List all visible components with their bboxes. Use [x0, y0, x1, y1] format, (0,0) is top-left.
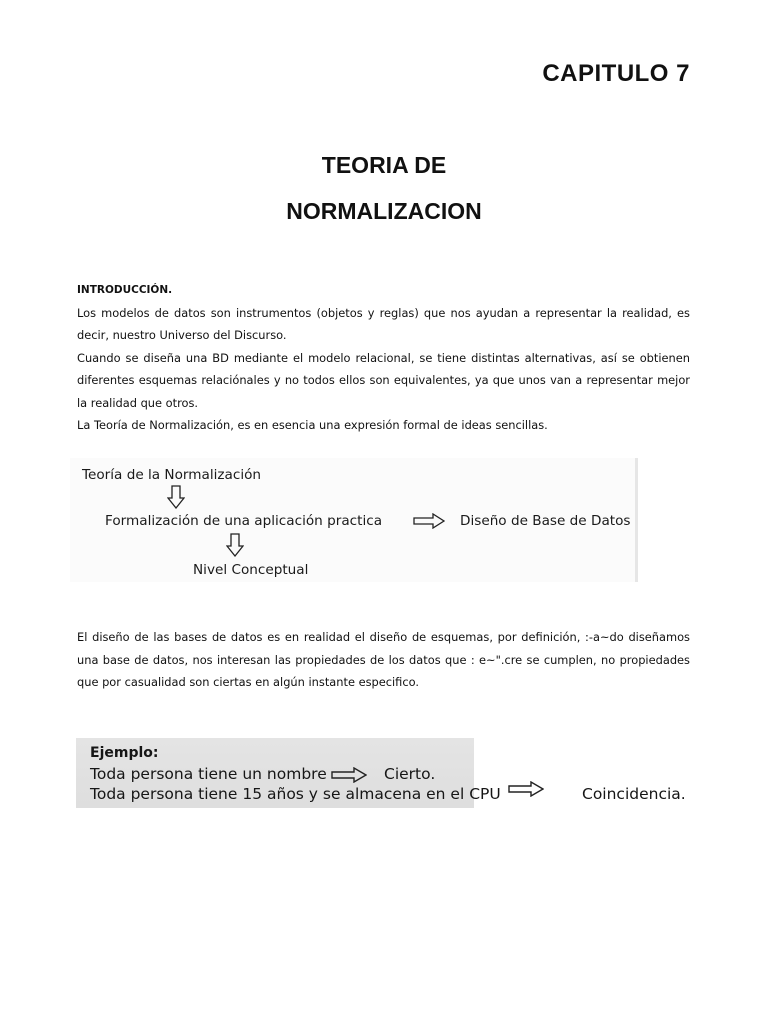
diagram-edge — [635, 458, 638, 582]
diagram-node-theory: Teoría de la Normalización — [82, 467, 262, 483]
chapter-heading: CAPITULO 7 — [542, 60, 690, 87]
example-label: Ejemplo: — [90, 745, 159, 761]
intro-paragraph-3: La Teoría de Normalización, es en esencia una expresión formal de ideas sencillas. — [77, 418, 548, 432]
title-line-2: NORMALIZACION — [286, 198, 482, 224]
example-row-1-statement: Toda persona tiene un nombre — [90, 765, 327, 783]
diagram-node-database-design: Diseño de Base de Datos — [460, 513, 631, 529]
example-row-2-result: Coincidencia. — [582, 785, 686, 803]
title-line-1: TEORIA DE — [321, 152, 447, 178]
intro-paragraph-2: Cuando se diseña una BD mediante el modelo relacional, se tiene distintas alternativas, así se obtienen diferentes esquemas relaciónales y no todos ellos son equivalentes, ya que unos van a representar mejor la realidad que otros. — [77, 350, 690, 410]
design-paragraph: El diseño de las bases de datos es en realidad el diseño de esquemas, por definición, :-a~do diseñamos una base de datos, nos interesan las propiedades de los datos que : e~".cre se cumplen, no propiedades que por casualidad son ciertas en algún instante especifico. — [77, 630, 690, 689]
intro-paragraph-1: Los modelos de datos son instrumentos (objetos y reglas) que nos ayudan a representar la realidad, es decir, nuestro Universo del Discurso. — [77, 305, 690, 342]
introduction-heading: INTRODUCCIÓN. — [77, 284, 173, 296]
normalization-diagram — [70, 458, 638, 582]
right-arrow-icon — [413, 513, 445, 529]
down-arrow-icon — [226, 533, 244, 557]
right-arrow-icon — [331, 767, 367, 783]
down-arrow-icon — [167, 485, 185, 509]
introduction-section — [77, 279, 690, 437]
example-row-2-statement: Toda persona tiene 15 años y se almacena en el CPU — [90, 785, 501, 803]
design-section — [77, 626, 690, 694]
right-arrow-icon — [508, 781, 544, 797]
example-row-1-result: Cierto. — [384, 765, 436, 783]
diagram-node-formalization: Formalización de una aplicación practica — [105, 513, 383, 529]
diagram-node-conceptual-level: Nivel Conceptual — [193, 562, 309, 578]
